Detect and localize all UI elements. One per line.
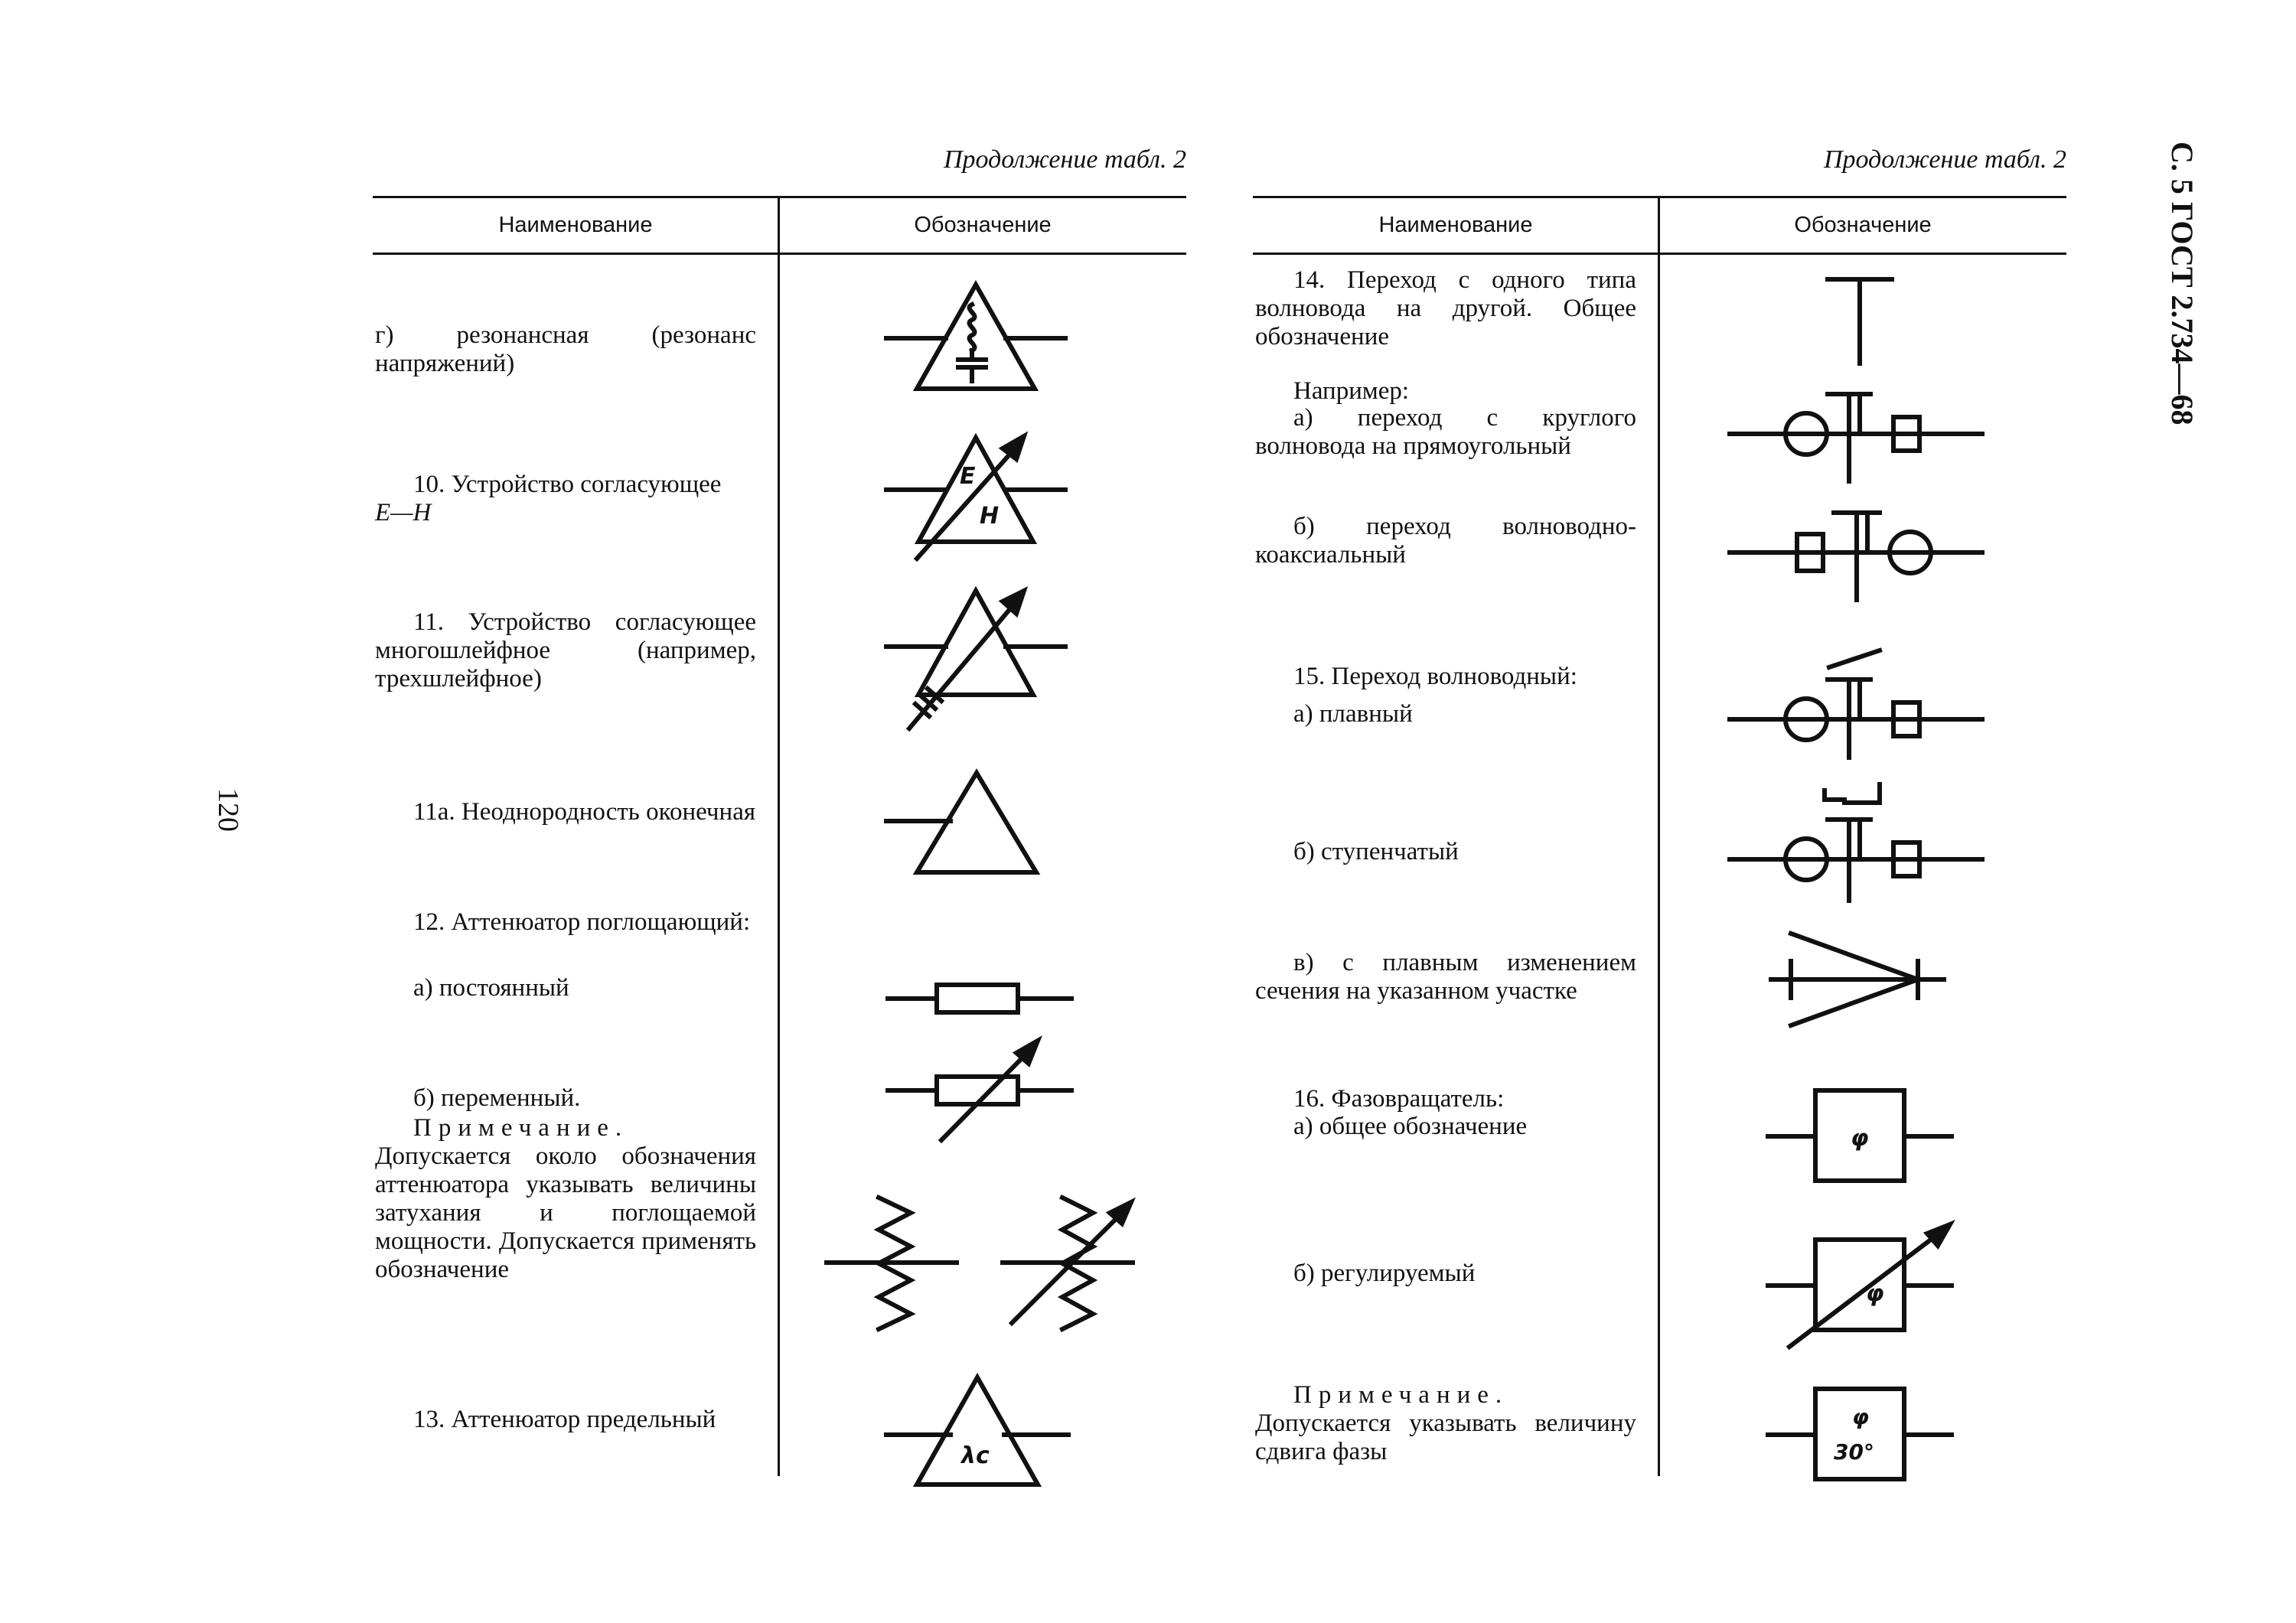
fixed-attenuator-symbol [888, 976, 1079, 1022]
waveguide-transition-general-symbol [1821, 272, 1898, 371]
right-note-text: Допускается указывать величину сдвига фазы [1255, 1410, 1636, 1465]
phi-label-3: φ [1852, 1404, 1869, 1429]
right-item-15: 15. Переход волноводный: [1293, 663, 1577, 690]
right-continuation: Продолжение табл. 2 [1823, 145, 2066, 174]
left-item-11: 11. Устройство согласующее многошлейфное (например, трехшлейфное) [375, 608, 756, 693]
left-note-text: Допускается около обозначения аттенюатора указывать величины затухания и поглощаемой мощности. Допускается применять обозначение [375, 1142, 756, 1283]
left-item-12b: б) переменный. [413, 1084, 581, 1112]
phase-shift-value-symbol [1768, 1381, 1952, 1488]
left-item-12a: а) постоянный [413, 974, 569, 1002]
resonance-symbol [880, 275, 1071, 398]
left-note [375, 1114, 756, 1284]
phase-value-label: 30° [1834, 1439, 1874, 1465]
left-note-head: Примечание. [413, 1114, 629, 1142]
right-column-divider [1658, 196, 1660, 1476]
adjustable-phase-shifter-symbol [1768, 1217, 1967, 1354]
left-item-13: 13. Аттенюатор предельный [413, 1406, 716, 1433]
side-header: С. 5 ГОСТ 2.734—68 [2165, 142, 2200, 425]
right-item-16b: б) регулируемый [1293, 1260, 1476, 1287]
right-item-16a: а) общее обозначение [1293, 1113, 1528, 1140]
stepped-transition-symbol [1730, 777, 1990, 907]
terminal-inhomogeneity-symbol [880, 765, 1071, 880]
e-label: E [960, 463, 976, 490]
left-column-divider [778, 196, 780, 1476]
right-example: Например: [1293, 377, 1410, 405]
variable-zigzag-attenuator-symbol [1003, 1190, 1140, 1335]
right-item-14a: а) переход с круглого волновода на прямоугольный [1255, 404, 1636, 460]
right-note [1255, 1381, 1636, 1466]
left-item-10: 10. Устройство согласующее [413, 471, 722, 498]
right-item-15a: а) плавный [1293, 700, 1413, 728]
phi-label: φ [1851, 1125, 1869, 1152]
right-col-name: Наименование [1378, 213, 1533, 237]
page-number: 120 [212, 788, 244, 832]
phase-shifter-symbol [1768, 1083, 1952, 1190]
right-item-15b: б) ступенчатый [1293, 838, 1459, 865]
gradual-section-change-symbol [1768, 926, 1952, 1033]
multistub-matching-symbol [880, 582, 1071, 735]
smooth-transition-symbol [1730, 644, 1990, 759]
phi-label-2: φ [1866, 1280, 1884, 1307]
right-item-16: 16. Фазовращатель: [1293, 1085, 1505, 1113]
left-item-11a: 11а. Неоднородность оконечная [413, 798, 756, 826]
right-note-head: Примечание. [1293, 1381, 1509, 1409]
left-continuation: Продолжение табл. 2 [943, 145, 1186, 174]
zigzag-attenuator-symbol [827, 1190, 964, 1335]
h-label: H [980, 503, 1000, 530]
left-item-12: 12. Аттенюатор поглощающий: [413, 908, 751, 936]
right-item-14: 14. Переход с одного типа волновода на другой. Общее обозначение [1255, 266, 1636, 350]
right-col-symbol: Обозначение [1794, 213, 1932, 237]
variable-attenuator-symbol [888, 1033, 1079, 1148]
left-col-symbol: Обозначение [914, 213, 1052, 237]
left-item-10b: E—H [375, 499, 432, 526]
left-g-resonance: г) резонансная (резонанс напряжений) [375, 321, 756, 377]
right-item-14b: б) переход волноводно-коаксиальный [1255, 513, 1636, 569]
limiting-attenuator-symbol [880, 1370, 1071, 1492]
circular-to-rectangular-symbol [1730, 386, 1990, 486]
waveguide-coaxial-symbol [1730, 505, 1990, 605]
lambda-c-label: λc [961, 1442, 990, 1469]
left-col-name: Наименование [498, 213, 653, 237]
eh-matching-symbol [880, 429, 1071, 566]
right-item-15c: в) с плавным изменением сечения на указанном участке [1255, 949, 1636, 1005]
